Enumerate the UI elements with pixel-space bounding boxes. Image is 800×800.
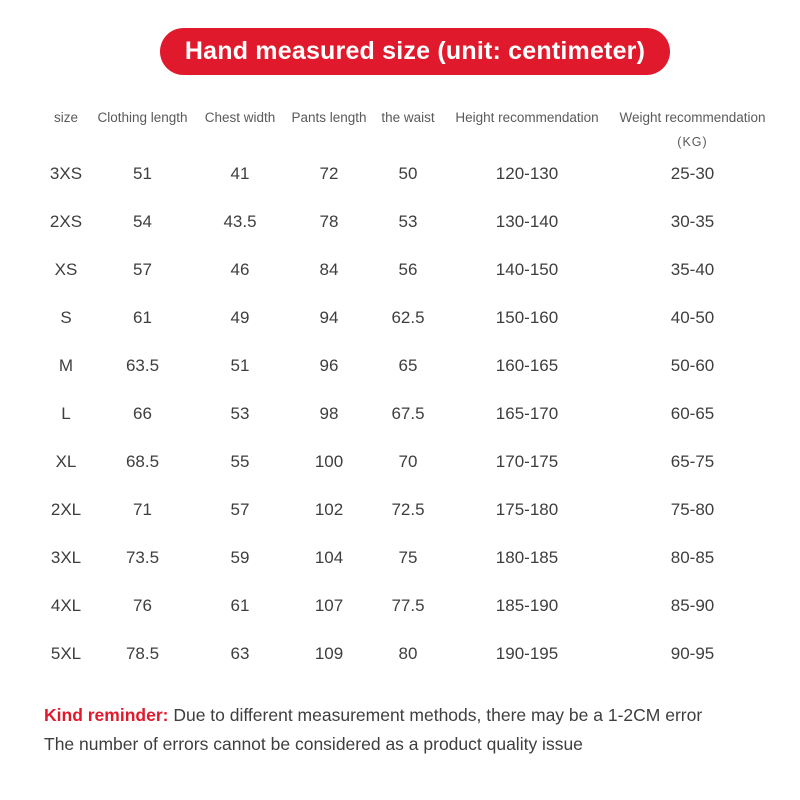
- value-cell: 100: [314, 452, 344, 472]
- value-cell: 160-165: [495, 356, 559, 376]
- kg-unit-note: (KG): [677, 135, 708, 150]
- table-body: [40, 150, 776, 678]
- column-header-size: size: [53, 110, 78, 125]
- table-row-3xs: [40, 150, 776, 198]
- value-cell: 72.5: [391, 500, 425, 520]
- column-header-height-recommendation: Height recommendation: [455, 110, 599, 125]
- value-cell: 30-35: [670, 212, 715, 232]
- table-row-m: [40, 342, 776, 390]
- value-cell: 71: [133, 500, 152, 520]
- value-cell: 175-180: [495, 500, 559, 520]
- value-cell: 54: [133, 212, 152, 232]
- value-cell: 35-40: [670, 260, 715, 280]
- value-cell: 65: [398, 356, 418, 376]
- size-cell: 4XL: [50, 596, 82, 616]
- size-cell: 3XL: [50, 548, 82, 568]
- value-cell: 68.5: [125, 452, 160, 472]
- size-cell: 2XS: [49, 212, 83, 232]
- value-cell: 73.5: [125, 548, 160, 568]
- size-cell: 5XL: [50, 644, 82, 664]
- value-cell: 51: [133, 164, 152, 184]
- value-cell: 78.5: [125, 644, 160, 664]
- size-cell: S: [60, 308, 72, 328]
- value-cell: 70: [398, 452, 418, 472]
- table-row-4xl: [40, 582, 776, 630]
- value-cell: 104: [314, 548, 344, 568]
- value-cell: 65-75: [670, 452, 715, 472]
- value-cell: 185-190: [495, 596, 559, 616]
- title-banner: [160, 28, 670, 75]
- value-cell: 63.5: [125, 356, 160, 376]
- value-cell: 80-85: [670, 548, 715, 568]
- value-cell: 107: [314, 596, 344, 616]
- reminder-line-2: The number of errors cannot be considered as a product quality issue: [44, 734, 583, 754]
- column-header-clothing-length: Clothing length: [97, 110, 188, 125]
- value-cell: 96: [319, 356, 339, 376]
- table-row-5xl: [40, 630, 776, 678]
- value-cell: 120-130: [495, 164, 559, 184]
- value-cell: 90-95: [670, 644, 715, 664]
- value-cell: 170-175: [495, 452, 559, 472]
- table-row-xs: [40, 246, 776, 294]
- size-cell: 3XS: [49, 164, 83, 184]
- size-table: [40, 106, 776, 678]
- value-cell: 59: [230, 548, 250, 568]
- value-cell: 130-140: [495, 212, 559, 232]
- column-header-weight-recommendation: Weight recommendation (KG): [609, 106, 776, 150]
- column-header-chest-width: Chest width: [204, 110, 276, 125]
- value-cell: 77.5: [391, 596, 425, 616]
- value-cell: 180-185: [495, 548, 559, 568]
- page-title: Hand measured size (unit: centimeter): [184, 37, 646, 65]
- value-cell: 49: [230, 308, 250, 328]
- reminder-text-1: Due to different measurement methods, there may be a 1-2CM error: [173, 705, 703, 725]
- value-cell: 66: [133, 404, 152, 424]
- value-cell: 84: [319, 260, 339, 280]
- value-cell: 76: [133, 596, 152, 616]
- value-cell: 78: [319, 212, 339, 232]
- value-cell: 72: [319, 164, 339, 184]
- value-cell: 57: [133, 260, 152, 280]
- table-row-s: [40, 294, 776, 342]
- reminder-note: [44, 701, 764, 759]
- table-row-2xl: [40, 486, 776, 534]
- table-row-3xl: [40, 534, 776, 582]
- value-cell: 46: [230, 260, 250, 280]
- value-cell: 94: [319, 308, 339, 328]
- value-cell: 60-65: [670, 404, 715, 424]
- value-cell: 57: [230, 500, 250, 520]
- value-cell: 50: [398, 164, 418, 184]
- value-cell: 53: [230, 404, 250, 424]
- value-cell: 67.5: [391, 404, 425, 424]
- value-cell: 150-160: [495, 308, 559, 328]
- value-cell: 98: [319, 404, 339, 424]
- size-cell: 2XL: [50, 500, 82, 520]
- value-cell: 55: [230, 452, 250, 472]
- value-cell: 25-30: [670, 164, 715, 184]
- column-header-the-waist: the waist: [381, 110, 435, 125]
- value-cell: 61: [133, 308, 152, 328]
- value-cell: 62.5: [391, 308, 425, 328]
- reminder-label: Kind reminder:: [44, 705, 169, 725]
- value-cell: 63: [230, 644, 250, 664]
- value-cell: 165-170: [495, 404, 559, 424]
- reminder-line-1: [44, 701, 764, 730]
- column-header-pants-length: Pants length: [291, 110, 367, 125]
- size-cell: XS: [54, 260, 78, 280]
- value-cell: 140-150: [495, 260, 559, 280]
- value-cell: 80: [398, 644, 418, 664]
- table-header-row: [40, 106, 776, 150]
- value-cell: 190-195: [495, 644, 559, 664]
- value-cell: 109: [314, 644, 344, 664]
- value-cell: 50-60: [670, 356, 715, 376]
- value-cell: 85-90: [670, 596, 715, 616]
- value-cell: 75-80: [670, 500, 715, 520]
- value-cell: 102: [314, 500, 344, 520]
- value-cell: 43.5: [223, 212, 257, 232]
- size-cell: XL: [55, 452, 77, 472]
- table-row-xl: [40, 438, 776, 486]
- table-row-l: [40, 390, 776, 438]
- value-cell: 56: [398, 260, 418, 280]
- value-cell: 61: [230, 596, 250, 616]
- value-cell: 53: [398, 212, 418, 232]
- value-cell: 41: [230, 164, 250, 184]
- size-cell: L: [61, 404, 71, 424]
- size-cell: M: [58, 356, 74, 376]
- value-cell: 40-50: [670, 308, 715, 328]
- table-row-2xs: [40, 198, 776, 246]
- value-cell: 75: [398, 548, 418, 568]
- value-cell: 51: [230, 356, 250, 376]
